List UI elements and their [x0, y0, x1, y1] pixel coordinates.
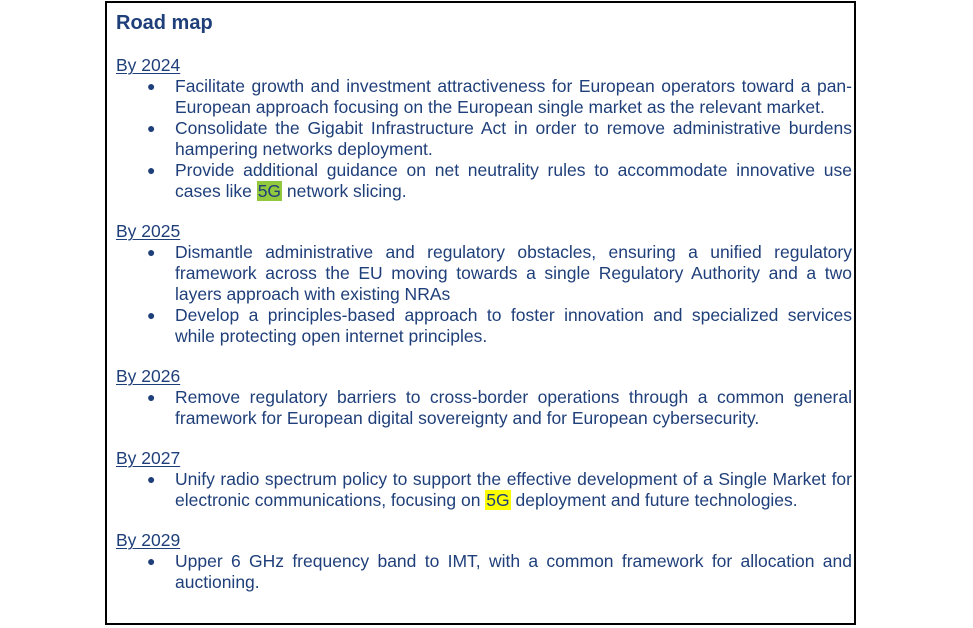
- roadmap-content: [116, 55, 852, 593]
- highlighted-term: 5G: [486, 490, 510, 510]
- list-item: [116, 118, 852, 160]
- bullet-icon: ●: [147, 389, 156, 405]
- list-item: [116, 76, 852, 118]
- roadmap-box: [105, 1, 856, 625]
- list-item: [116, 160, 852, 202]
- page-title: Road map: [116, 12, 213, 34]
- item-text: Upper 6 GHz frequency band to IMT, with a common framework for allocation and auctioning.: [175, 551, 852, 592]
- roadmap-section: [116, 55, 852, 202]
- item-text: Consolidate the Gigabit Infrastructure Act in order to remove administrative burdens hampering networks deployment.: [175, 118, 852, 159]
- item-text: Facilitate growth and investment attractiveness for European operators toward a pan-European approach focusing on the European single market as the relevant market.: [175, 76, 852, 117]
- bullet-icon: ●: [147, 244, 156, 260]
- bullet-icon: ●: [147, 307, 156, 323]
- item-text: network slicing.: [282, 181, 407, 201]
- section-heading: By 2025: [116, 221, 181, 241]
- highlighted-term: 5G: [257, 181, 282, 201]
- bullet-icon: ●: [147, 78, 156, 94]
- bullet-list: [116, 387, 852, 429]
- bullet-list: [116, 551, 852, 593]
- section-heading: By 2029: [116, 530, 181, 550]
- item-text: Develop a principles-based approach to foster innovation and specialized services while protecting open internet principles.: [175, 305, 852, 346]
- roadmap-section: [116, 221, 852, 347]
- section-heading: By 2024: [116, 55, 181, 75]
- item-text: Dismantle administrative and regulatory obstacles, ensuring a unified regulatory framework across the EU moving towards a single Regulatory Authority and a two layers approach with existing NRAs: [175, 242, 852, 304]
- item-text: Unify radio spectrum policy to support the effective development of a Single Market for electronic communications, focusing on: [175, 469, 852, 510]
- roadmap-section: [116, 448, 852, 511]
- list-item: [116, 469, 852, 511]
- bullet-list: [116, 469, 852, 511]
- bullet-icon: ●: [147, 553, 156, 569]
- section-heading: By 2027: [116, 448, 181, 468]
- list-item: [116, 242, 852, 305]
- bullet-icon: ●: [147, 471, 156, 487]
- bullet-list: [116, 242, 852, 347]
- item-text: Remove regulatory barriers to cross-border operations through a common general framework for European digital sovereignty and for European cybersecurity.: [175, 387, 852, 428]
- section-heading: By 2026: [116, 366, 181, 386]
- bullet-list: [116, 76, 852, 202]
- list-item: [116, 551, 852, 593]
- list-item: [116, 305, 852, 347]
- list-item: [116, 387, 852, 429]
- item-text: Provide additional guidance on net neutrality rules to accommodate innovative use cases like: [175, 160, 852, 201]
- bullet-icon: ●: [147, 120, 156, 136]
- roadmap-section: [116, 366, 852, 429]
- bullet-icon: ●: [147, 162, 156, 178]
- item-text: deployment and future technologies.: [510, 490, 798, 510]
- roadmap-section: [116, 530, 852, 593]
